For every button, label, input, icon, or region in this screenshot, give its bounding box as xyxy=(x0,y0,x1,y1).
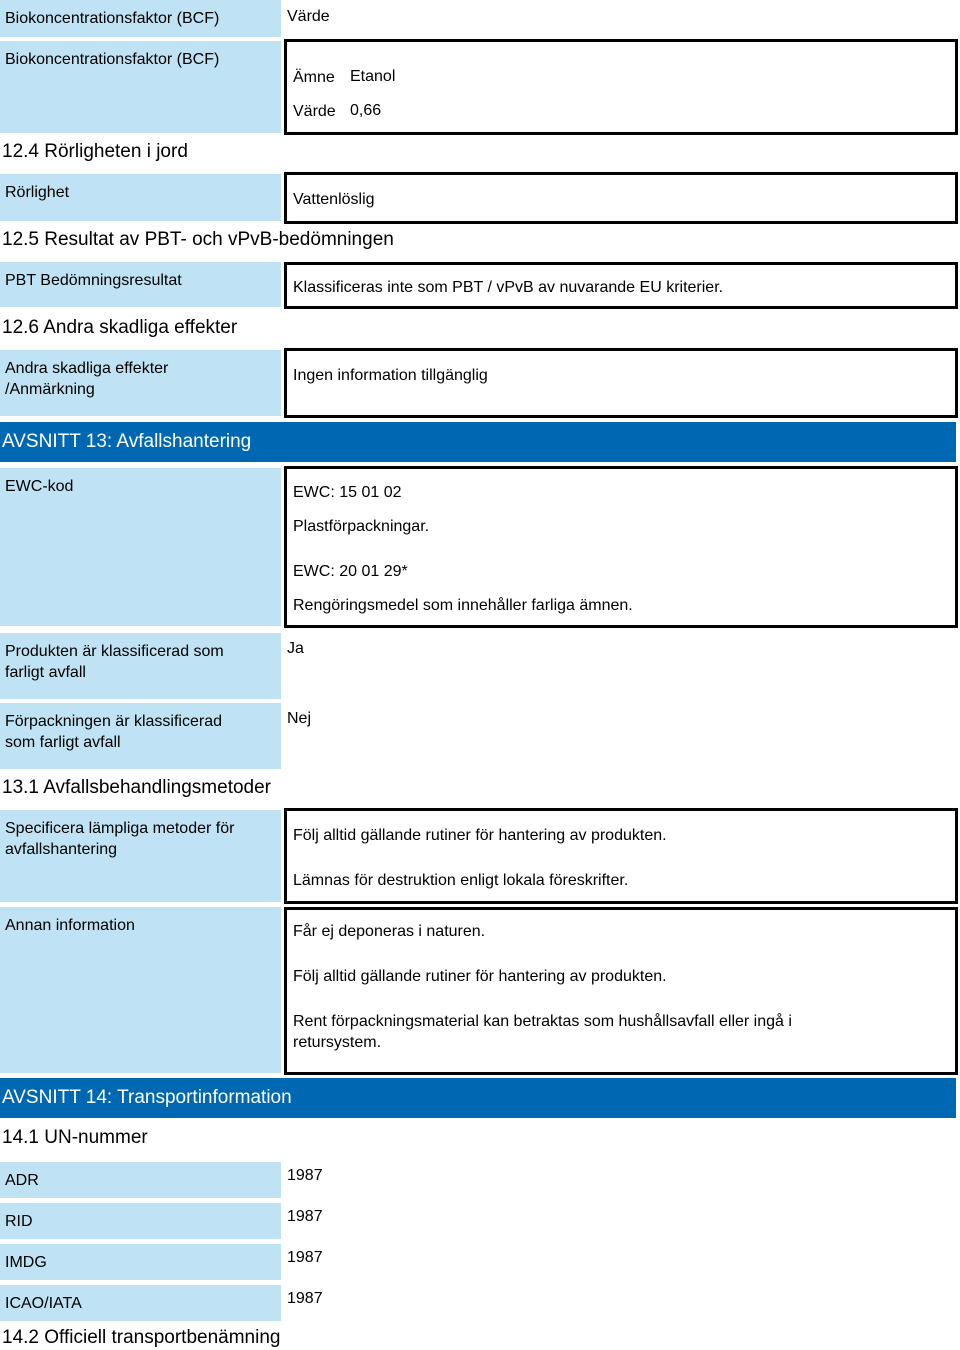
methods-label-cell xyxy=(0,810,281,902)
un-number-heading: 14.1 UN-nummer xyxy=(2,1127,148,1148)
other-info-label-cell xyxy=(0,907,281,1073)
hazardous-value: Ja xyxy=(287,640,304,657)
ewc1-code: EWC: 15 01 02 xyxy=(293,484,402,501)
other-effects-label-line1: Andra skadliga effekter xyxy=(5,360,169,377)
section13-title: AVSNITT 13: Avfallshantering xyxy=(2,431,252,452)
mobility-label-cell xyxy=(0,174,281,221)
transport-row-label: IMDG xyxy=(5,1254,47,1271)
pbt-label-cell xyxy=(0,262,281,307)
mobility-value: Vattenlöslig xyxy=(293,191,375,208)
transport-row-label: ADR xyxy=(5,1172,39,1189)
methods-value-2: Lämnas för destruktion enligt lokala föreskrifter. xyxy=(293,872,629,889)
ewc-label-cell xyxy=(0,468,281,626)
pbt-value: Klassificeras inte som PBT / vPvB av nuvarande EU kriterier. xyxy=(293,279,724,296)
other-effects-label-line2: /Anmärkning xyxy=(5,381,95,398)
bcf-header-value: Värde xyxy=(287,8,330,25)
other-effects-heading: 12.6 Andra skadliga effekter xyxy=(2,317,238,338)
section13-banner xyxy=(0,422,956,462)
ewc-label: EWC-kod xyxy=(5,478,74,495)
methods-label-line2: avfallshantering xyxy=(5,841,118,858)
other-info-value-1: Får ej deponeras i naturen. xyxy=(293,923,486,940)
bcf-value-key: Värde xyxy=(293,103,336,120)
hazardous-label-cell xyxy=(0,633,281,699)
transport-row-label-cell xyxy=(0,1285,281,1321)
packaging-label-line1: Förpackningen är klassificerad xyxy=(5,713,222,730)
packaging-value: Nej xyxy=(287,710,312,727)
transport-row-value: 1987 xyxy=(287,1167,323,1184)
other-info-value-3-line2: retursystem. xyxy=(293,1034,382,1051)
ewc2-description: Rengöringsmedel som innehåller farliga ämnen. xyxy=(293,597,633,614)
bcf-header-label: Biokoncentrationsfaktor (BCF) xyxy=(5,10,220,27)
packaging-label-line2: som farligt avfall xyxy=(5,734,121,751)
transport-row-label: ICAO/IATA xyxy=(5,1295,82,1312)
bcf-substance-key: Ämne xyxy=(293,69,335,86)
ewc2-code: EWC: 20 01 29* xyxy=(293,563,408,580)
bcf-label: Biokoncentrationsfaktor (BCF) xyxy=(5,51,220,68)
transport-row-value: 1987 xyxy=(287,1249,323,1266)
section14-banner xyxy=(0,1078,956,1118)
hazardous-label-line1: Produkten är klassificerad som xyxy=(5,643,224,660)
other-effects-value: Ingen information tillgänglig xyxy=(293,367,488,384)
transport-row-value: 1987 xyxy=(287,1208,323,1225)
pbt-label: PBT Bedömningsresultat xyxy=(5,272,182,289)
other-info-label: Annan information xyxy=(5,917,135,934)
ewc1-description: Plastförpackningar. xyxy=(293,518,430,535)
bcf-value-box xyxy=(284,39,958,135)
bcf-label-cell xyxy=(0,41,281,133)
transport-row-label-cell xyxy=(0,1162,281,1198)
other-info-value-2: Följ alltid gällande rutiner för hantering av produkten. xyxy=(293,968,667,985)
bcf-header-label-cell xyxy=(0,0,281,37)
mobility-value-box xyxy=(284,172,958,224)
mobility-label: Rörlighet xyxy=(5,184,70,201)
transport-row-label-cell xyxy=(0,1203,281,1239)
section14-title: AVSNITT 14: Transportinformation xyxy=(2,1087,292,1108)
other-info-value-3-line1: Rent förpackningsmaterial kan betraktas som hushållsavfall eller ingå i xyxy=(293,1013,792,1030)
hazardous-label-line2: farligt avfall xyxy=(5,664,86,681)
other-effects-label-cell xyxy=(0,350,281,416)
methods-label-line1: Specificera lämpliga metoder för xyxy=(5,820,235,837)
transport-row-label: RID xyxy=(5,1213,33,1230)
bcf-value-value: 0,66 xyxy=(350,102,382,119)
transport-name-heading: 14.2 Officiell transportbenämning xyxy=(2,1327,281,1348)
pbt-heading: 12.5 Resultat av PBT- och vPvB-bedömningen xyxy=(2,229,394,250)
methods-value-1: Följ alltid gällande rutiner för hantering av produkten. xyxy=(293,827,667,844)
bcf-substance-value: Etanol xyxy=(350,68,396,85)
waste-methods-heading: 13.1 Avfallsbehandlingsmetoder xyxy=(2,777,272,798)
transport-row-label-cell xyxy=(0,1244,281,1280)
packaging-label-cell xyxy=(0,703,281,769)
mobility-heading: 12.4 Rörligheten i jord xyxy=(2,141,188,162)
transport-row-value: 1987 xyxy=(287,1290,323,1307)
